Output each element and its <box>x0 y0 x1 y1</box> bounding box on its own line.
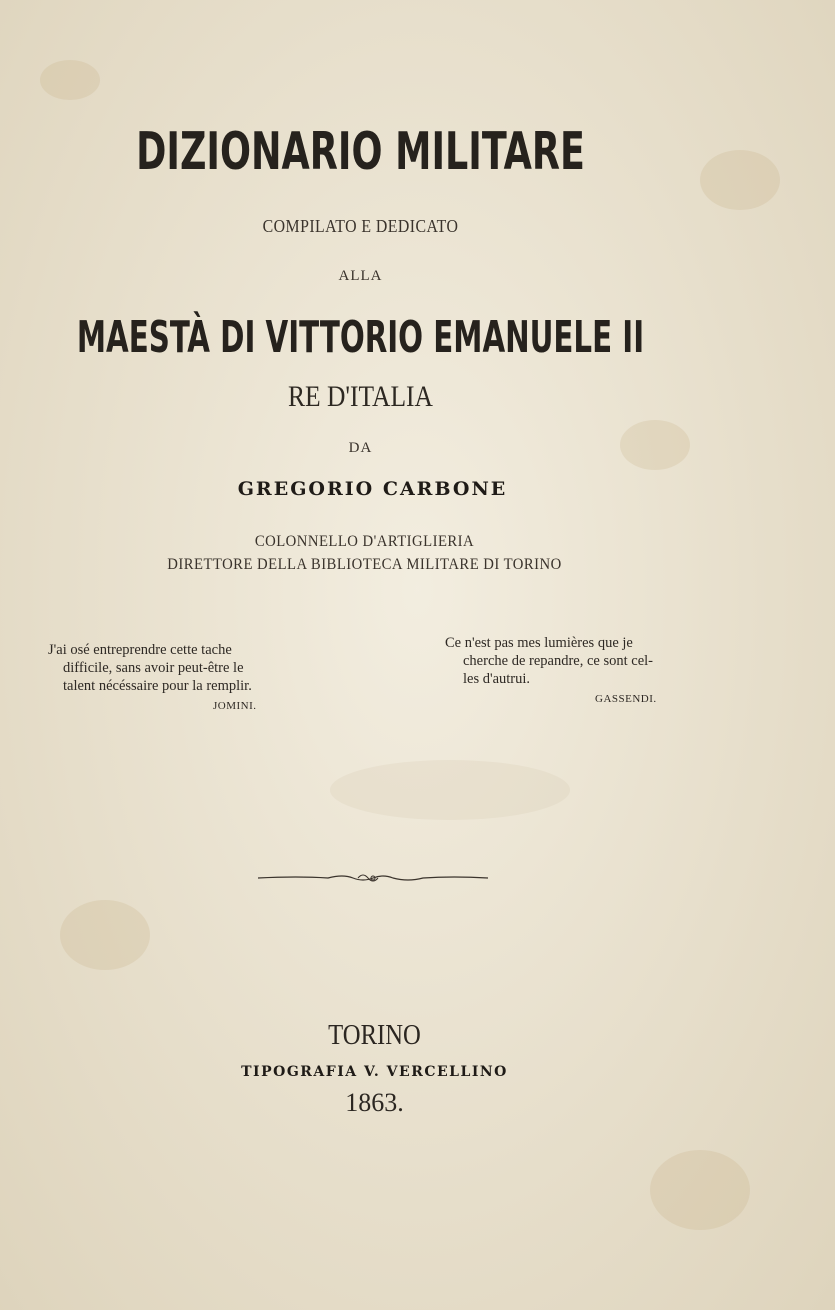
epigraph-line: Ce n'est pas mes lumières que je <box>445 635 633 651</box>
subtitle: COMPILATO E DEDICATO <box>262 216 459 236</box>
epigraph-line: talent nécéssaire pour la remplir. <box>63 678 252 694</box>
epigraph-attribution: GASSENDI. <box>595 693 657 705</box>
foxing-stain <box>40 60 100 100</box>
imprint-year: 1863. <box>345 1088 404 1117</box>
epigraph-line: J'ai osé entreprendre cette tache <box>48 642 232 658</box>
foxing-stain <box>60 900 150 970</box>
author-preposition: DA <box>348 440 373 456</box>
dedicatee-title: RE D'ITALIA <box>288 380 433 413</box>
imprint-printer: TIPOGRAFIA V. VERCELLINO <box>241 1064 508 1080</box>
imprint-city: TORINO <box>328 1020 421 1051</box>
epigraph-line: cherche de repandre, ce sont cel- <box>463 653 653 669</box>
author-position: DIRETTORE DELLA BIBLIOTECA MILITARE DI TORINO <box>167 556 562 573</box>
epigraph-left <box>48 641 298 715</box>
epigraph-line: difficile, sans avoir peut-être le <box>63 660 244 676</box>
epigraph-attribution: JOMINI. <box>213 700 257 712</box>
decorative-rule-icon <box>258 868 488 888</box>
epigraph-line: les d'autrui. <box>463 671 531 687</box>
author-rank: COLONNELLO D'ARTIGLIERIA <box>254 533 475 550</box>
foxing-stain <box>650 1150 750 1230</box>
foxing-stain <box>700 150 780 210</box>
author-name: GREGORIO CARBONE <box>237 478 508 500</box>
book-title: DIZIONARIO MILITARE <box>136 122 585 182</box>
dedication-preposition: ALLA <box>338 268 383 284</box>
epigraph-right <box>445 634 705 708</box>
dedicatee: MAESTÀ DI VITTORIO EMANUELE II <box>76 312 645 363</box>
bleed-through <box>330 760 570 820</box>
